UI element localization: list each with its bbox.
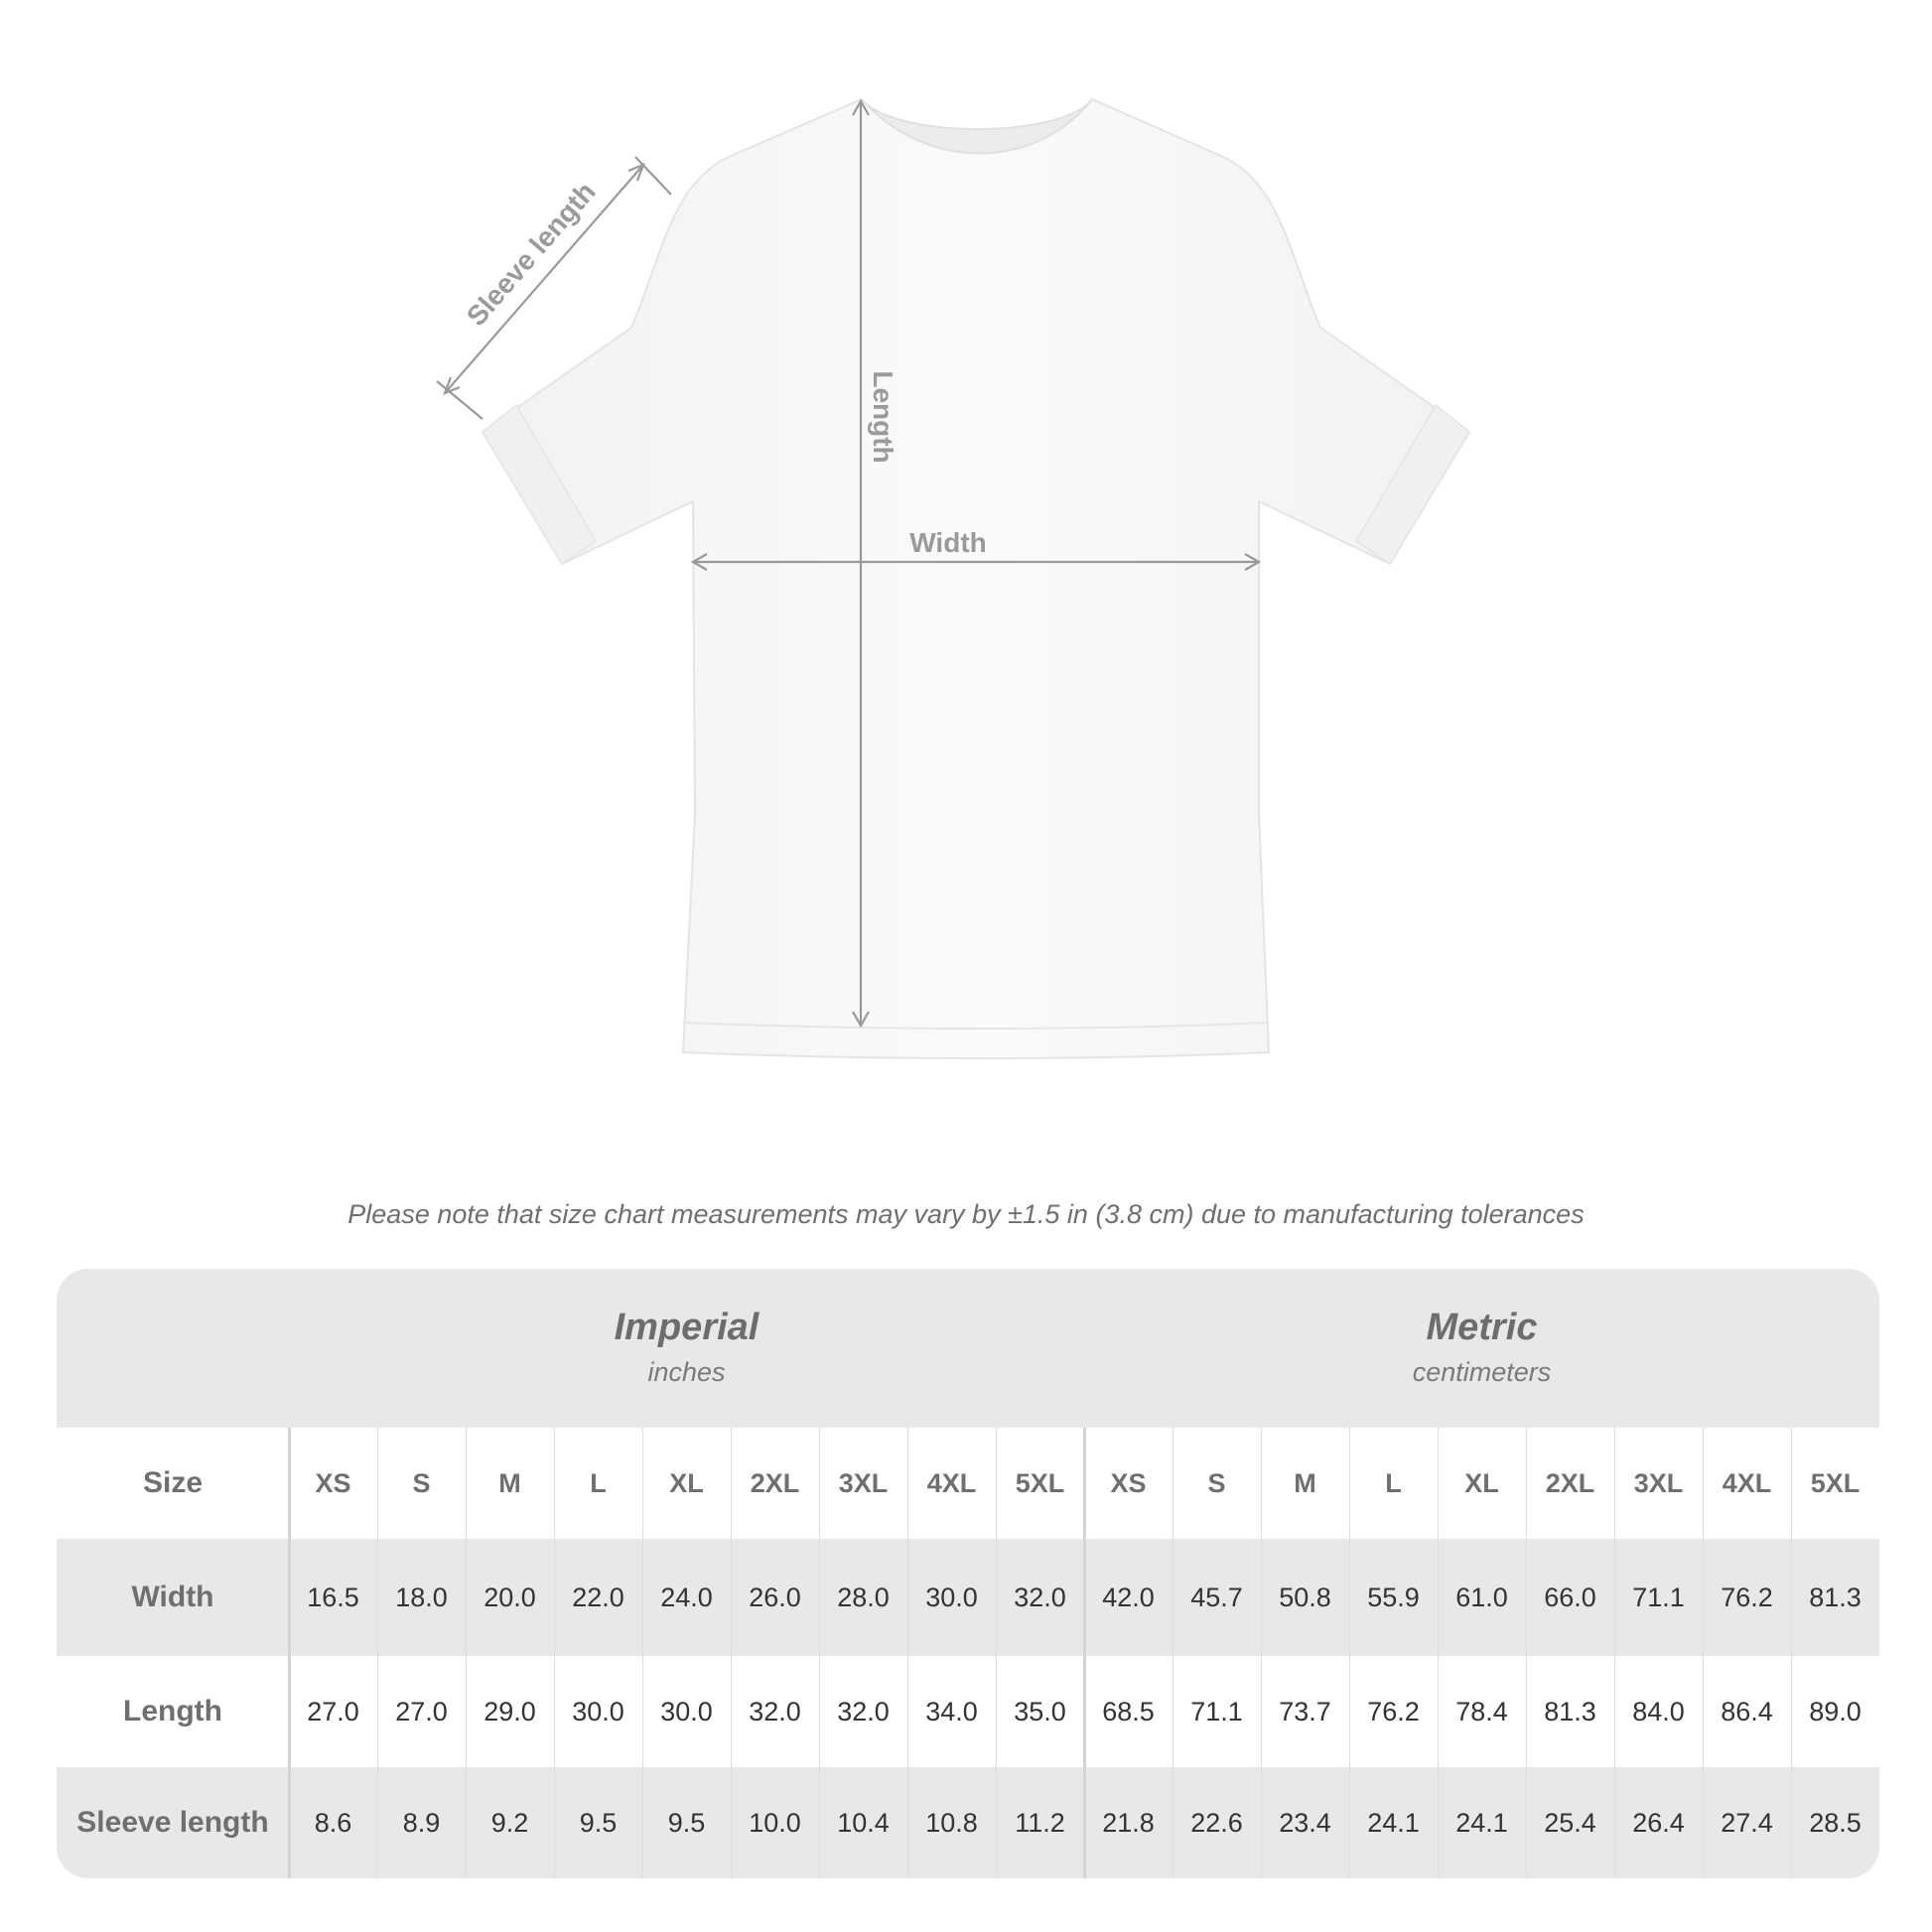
table-cell: 21.8 bbox=[1102, 1807, 1155, 1838]
table-cell: 81.3 bbox=[1809, 1582, 1862, 1612]
width-label: Width bbox=[909, 527, 987, 558]
table-cell: 29.0 bbox=[483, 1696, 536, 1726]
sleeve-length-label: Sleeve length bbox=[460, 176, 602, 333]
sleeve-length-row bbox=[57, 1767, 1879, 1878]
column-divider bbox=[1349, 1428, 1350, 1878]
column-divider bbox=[1526, 1428, 1527, 1878]
column-divider bbox=[1438, 1428, 1439, 1878]
column-divider bbox=[466, 1428, 467, 1878]
table-cell: 24.1 bbox=[1455, 1807, 1508, 1838]
row-label-length: Length bbox=[123, 1695, 222, 1727]
table-cell: 26.4 bbox=[1632, 1807, 1685, 1838]
table-cell: 28.0 bbox=[837, 1582, 890, 1612]
size-cell: S bbox=[1207, 1467, 1226, 1498]
column-divider bbox=[1614, 1428, 1615, 1878]
column-divider bbox=[907, 1428, 908, 1878]
size-cell: 5XL bbox=[1015, 1467, 1065, 1498]
imperial-unit: inches bbox=[647, 1357, 726, 1387]
size-cell: XL bbox=[669, 1467, 704, 1498]
table-cell: 8.9 bbox=[402, 1807, 441, 1838]
column-divider bbox=[554, 1428, 555, 1878]
table-cell: 9.5 bbox=[579, 1807, 618, 1838]
column-divider bbox=[819, 1428, 820, 1878]
table-cell: 71.1 bbox=[1632, 1582, 1685, 1612]
column-divider bbox=[288, 1428, 291, 1878]
size-cell: 2XL bbox=[750, 1467, 800, 1498]
table-cell: 32.0 bbox=[837, 1696, 890, 1726]
table-cell: 32.0 bbox=[749, 1696, 801, 1726]
size-cell: 4XL bbox=[1722, 1467, 1772, 1498]
table-cell: 45.7 bbox=[1190, 1582, 1243, 1612]
tshirt-shape bbox=[483, 99, 1469, 1058]
table-cell: 89.0 bbox=[1809, 1696, 1862, 1726]
table-cell: 30.0 bbox=[925, 1582, 978, 1612]
table-cell: 16.5 bbox=[307, 1582, 359, 1612]
row-label-sleeve-length: Sleeve length bbox=[76, 1806, 269, 1839]
metric-header bbox=[1084, 1269, 1879, 1428]
table-cell: 84.0 bbox=[1632, 1696, 1685, 1726]
table-cell: 76.2 bbox=[1367, 1696, 1420, 1726]
column-divider bbox=[996, 1428, 997, 1878]
tolerance-note: Please note that size chart measurements may vary by ±1.5 in (3.8 cm) due to manufacturing tolerances bbox=[347, 1199, 1585, 1229]
table-cell: 30.0 bbox=[572, 1696, 624, 1726]
size-header-row bbox=[57, 1428, 1879, 1539]
column-divider bbox=[731, 1428, 732, 1878]
size-cell: M bbox=[498, 1467, 521, 1498]
table-cell: 50.8 bbox=[1279, 1582, 1331, 1612]
size-cell: XS bbox=[1110, 1467, 1147, 1498]
size-cell: M bbox=[1294, 1467, 1316, 1498]
size-cell: 4XL bbox=[926, 1467, 977, 1498]
table-cell: 35.0 bbox=[1014, 1696, 1066, 1726]
imperial-title: Imperial bbox=[614, 1307, 759, 1348]
table-cell: 10.8 bbox=[925, 1807, 978, 1838]
column-divider bbox=[642, 1428, 643, 1878]
table-cell: 9.2 bbox=[490, 1807, 529, 1838]
table-cell: 42.0 bbox=[1102, 1582, 1155, 1612]
table-cell: 30.0 bbox=[660, 1696, 713, 1726]
table-cell: 86.4 bbox=[1721, 1696, 1773, 1726]
row-label-width: Width bbox=[131, 1581, 214, 1613]
table-cell: 78.4 bbox=[1455, 1696, 1508, 1726]
table-cell: 28.5 bbox=[1809, 1807, 1862, 1838]
length-row bbox=[57, 1656, 1879, 1767]
table-cell: 26.0 bbox=[749, 1582, 801, 1612]
size-label: Size bbox=[142, 1466, 204, 1499]
table-cell: 27.4 bbox=[1721, 1807, 1773, 1838]
metric-title: Metric bbox=[1426, 1307, 1538, 1348]
imperial-header bbox=[289, 1269, 1084, 1428]
size-chart-table bbox=[57, 1269, 1879, 1878]
table-cell: 68.5 bbox=[1102, 1696, 1155, 1726]
width-row bbox=[57, 1539, 1879, 1656]
table-cell: 9.5 bbox=[667, 1807, 706, 1838]
size-cell: S bbox=[412, 1467, 431, 1498]
size-cell: XS bbox=[315, 1467, 351, 1498]
metric-unit: centimeters bbox=[1412, 1357, 1552, 1387]
size-cell: L bbox=[590, 1467, 607, 1498]
table-cell: 10.0 bbox=[749, 1807, 801, 1838]
table-cell: 71.1 bbox=[1190, 1696, 1243, 1726]
table-cell: 18.0 bbox=[395, 1582, 448, 1612]
table-cell: 81.3 bbox=[1544, 1696, 1596, 1726]
table-cell: 55.9 bbox=[1367, 1582, 1420, 1612]
table-cell: 34.0 bbox=[925, 1696, 978, 1726]
table-cell: 73.7 bbox=[1279, 1696, 1331, 1726]
column-divider bbox=[1791, 1428, 1792, 1878]
table-cell: 24.0 bbox=[660, 1582, 713, 1612]
size-cell: 3XL bbox=[838, 1467, 889, 1498]
size-cell: 2XL bbox=[1545, 1467, 1595, 1498]
table-cell: 22.6 bbox=[1190, 1807, 1243, 1838]
table-cell: 11.2 bbox=[1015, 1807, 1065, 1838]
size-cell: XL bbox=[1464, 1467, 1499, 1498]
table-cell: 27.0 bbox=[307, 1696, 359, 1726]
table-cell: 27.0 bbox=[395, 1696, 448, 1726]
table-cell: 32.0 bbox=[1014, 1582, 1066, 1612]
column-divider bbox=[1703, 1428, 1704, 1878]
column-divider bbox=[1083, 1428, 1086, 1878]
table-cell: 23.4 bbox=[1279, 1807, 1331, 1838]
table-cell: 22.0 bbox=[572, 1582, 624, 1612]
table-cell: 76.2 bbox=[1721, 1582, 1773, 1612]
size-cell: L bbox=[1385, 1467, 1402, 1498]
table-cell: 24.1 bbox=[1367, 1807, 1420, 1838]
table-cell: 25.4 bbox=[1544, 1807, 1596, 1838]
column-divider bbox=[377, 1428, 378, 1878]
table-cell: 10.4 bbox=[837, 1807, 890, 1838]
table-cell: 61.0 bbox=[1455, 1582, 1508, 1612]
table-cell: 66.0 bbox=[1544, 1582, 1596, 1612]
size-cell: 5XL bbox=[1810, 1467, 1861, 1498]
table-cell: 8.6 bbox=[314, 1807, 352, 1838]
table-cell: 20.0 bbox=[483, 1582, 536, 1612]
size-cell: 3XL bbox=[1633, 1467, 1684, 1498]
length-label: Length bbox=[868, 370, 898, 464]
column-divider bbox=[1261, 1428, 1262, 1878]
